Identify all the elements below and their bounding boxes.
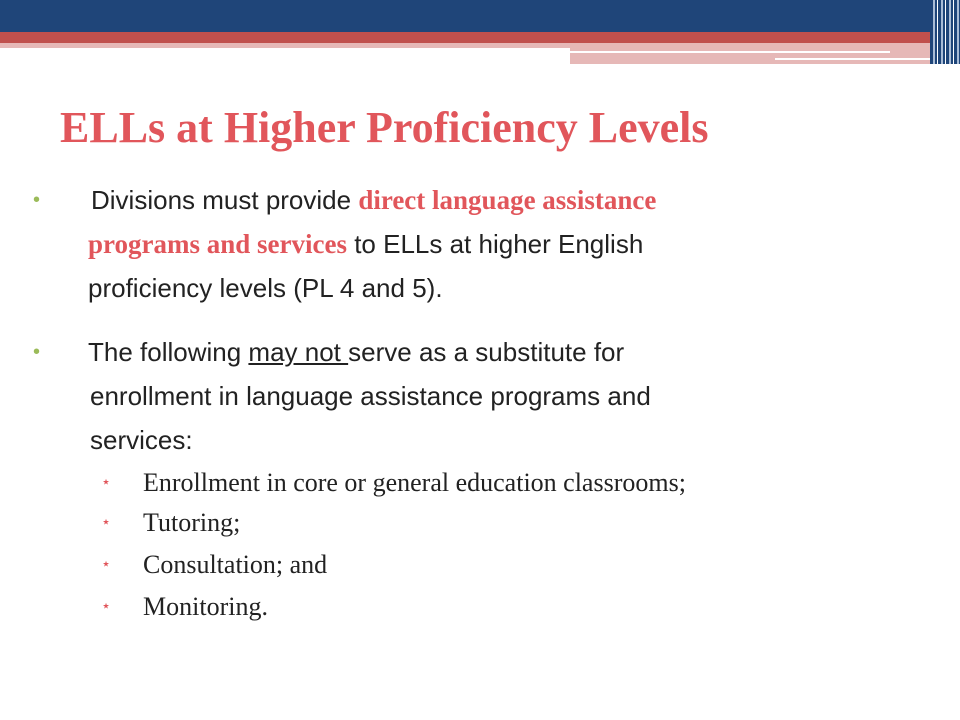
sub-bullet-text: Enrollment in core or general education classrooms; bbox=[143, 468, 686, 497]
sub-bullet-item bbox=[101, 550, 328, 580]
sub-bullet-item bbox=[101, 468, 686, 498]
highlight-text: direct language assistance bbox=[358, 185, 657, 215]
star-bullet-icon: ⋆ bbox=[101, 474, 112, 491]
bullet-line bbox=[88, 178, 888, 222]
bullet-dot-icon: • bbox=[33, 189, 41, 211]
bullet-text: serve as a substitute for bbox=[348, 337, 625, 367]
bullet-direct-assistance bbox=[33, 178, 888, 310]
slide-title: ELLs at Higher Proficiency Levels bbox=[60, 103, 709, 152]
header-red-band bbox=[0, 32, 930, 43]
bullet-text: to ELLs at higher English bbox=[346, 229, 644, 259]
bullet-line bbox=[88, 222, 888, 266]
underlined-text: may not bbox=[248, 337, 349, 367]
star-bullet-icon: ⋆ bbox=[101, 598, 112, 615]
sub-bullet-text: Consultation; and bbox=[143, 550, 328, 579]
bullet-text: The following bbox=[88, 337, 249, 367]
bullet-line: enrollment in language assistance programs and bbox=[90, 381, 651, 411]
bullet-dot-icon: • bbox=[33, 341, 41, 363]
header-stripes bbox=[930, 0, 960, 64]
bullet-may-not-substitute bbox=[33, 330, 888, 462]
star-bullet-icon: ⋆ bbox=[101, 556, 112, 573]
header-white-line bbox=[570, 51, 890, 53]
sub-bullet-text: Tutoring; bbox=[143, 508, 241, 537]
header-white-line-short bbox=[775, 58, 930, 60]
bullet-line bbox=[88, 330, 888, 374]
sub-bullet-item bbox=[101, 508, 241, 538]
bullet-text: Divisions must provide bbox=[91, 185, 359, 215]
header-navy-band bbox=[0, 0, 960, 32]
sub-bullet-item bbox=[101, 592, 268, 622]
bullet-line: services: bbox=[90, 425, 193, 455]
bullet-line: proficiency levels (PL 4 and 5). bbox=[88, 273, 443, 303]
highlight-text: programs and services bbox=[88, 229, 347, 259]
star-bullet-icon: ⋆ bbox=[101, 514, 112, 531]
sub-bullet-text: Monitoring. bbox=[143, 592, 268, 621]
